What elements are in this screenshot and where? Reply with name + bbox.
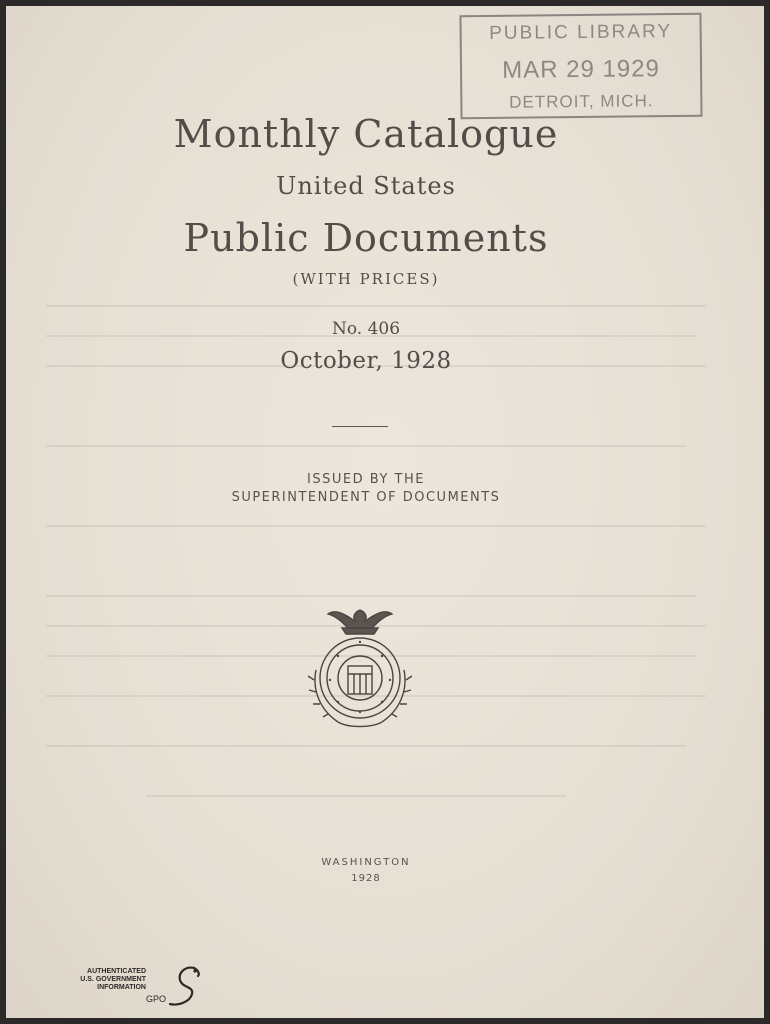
issue-date: October, 1928 — [280, 348, 452, 374]
stamp-library-name: PUBLIC LIBRARY — [489, 21, 673, 44]
issued-by-line: ISSUED BY THE — [307, 472, 425, 487]
stamp-date: MAR 29 1929 — [502, 55, 661, 84]
divider-rule — [332, 426, 388, 427]
issuer-line: SUPERINTENDENT OF DOCUMENTS — [231, 490, 501, 505]
documents-heading: Public Documents — [183, 216, 549, 260]
gpo-text-government: U.S. GOVERNMENT — [80, 976, 146, 983]
eagle-seal-icon — [298, 600, 422, 736]
gpo-text-authenticated: AUTHENTICATED — [87, 968, 146, 975]
publication-place: WASHINGTON — [321, 857, 411, 868]
stamp-location: DETROIT, MICH. — [509, 91, 654, 112]
country-heading: United States — [276, 172, 456, 200]
prices-note: (WITH PRICES) — [292, 270, 440, 288]
document-page — [6, 6, 764, 1018]
library-stamp — [459, 13, 702, 120]
gpo-authentication-logo — [66, 962, 206, 1012]
issue-number: No. 406 — [331, 319, 401, 339]
catalogue-title: Monthly Catalogue — [173, 112, 559, 156]
gpo-text-information: INFORMATION — [97, 984, 146, 991]
eagle-swoosh-icon — [164, 962, 204, 1010]
publication-year: 1928 — [351, 873, 381, 884]
gpo-mark: GPO — [145, 994, 166, 1004]
